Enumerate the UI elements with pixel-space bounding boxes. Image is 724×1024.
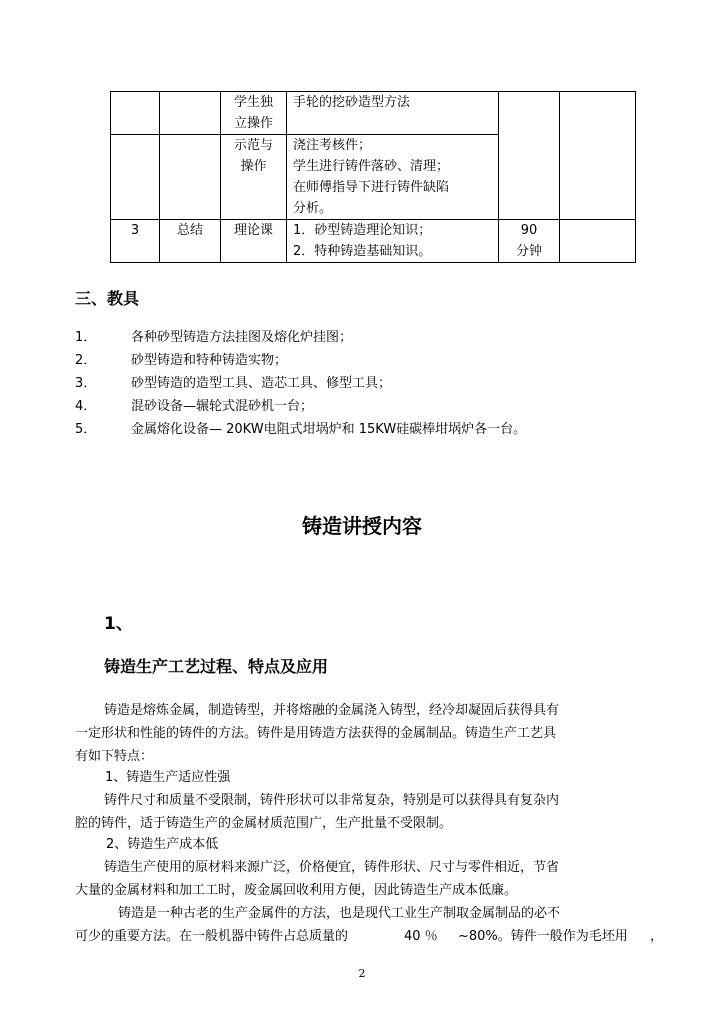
content-line: 学生进行铸件落砂、清理； bbox=[293, 159, 450, 174]
subheading: 2、铸造生产成本低 bbox=[106, 837, 219, 852]
table-cell-method bbox=[221, 92, 287, 135]
table-cell-no bbox=[111, 92, 160, 135]
table-cell-content bbox=[287, 135, 499, 220]
paragraph-line: 铸造是一种古老的生产金属件的方法，也是现代工业生产制取金属制品的必不 bbox=[118, 906, 561, 921]
section-heading: 三、教具 bbox=[75, 289, 140, 308]
paragraph-line: 大量的金属材料和加工工时，废金属回收利用方便，因此铸造生产成本低廉。 bbox=[75, 883, 518, 898]
chapter-title: 铸造生产工艺过程、特点及应用 bbox=[104, 657, 329, 676]
content-line: 手轮的挖砂造型方法 bbox=[293, 95, 411, 110]
table-cell-notes bbox=[560, 220, 636, 263]
table-cell-content bbox=[287, 92, 499, 135]
hours-unit: 分钟 bbox=[515, 244, 542, 259]
lesson-plan-table bbox=[110, 91, 636, 263]
table-cell-stage bbox=[160, 92, 221, 135]
table-row bbox=[111, 92, 636, 135]
method-line: 理论课 bbox=[233, 223, 273, 238]
content-line: 分析。 bbox=[293, 201, 333, 216]
hours-value: 90 bbox=[520, 223, 538, 238]
table-cell-stage bbox=[160, 135, 221, 220]
row-number: 3 bbox=[130, 223, 140, 238]
content-line: 2．特种铸造基础知识。 bbox=[293, 244, 432, 259]
list-item: 各种砂型铸造方法挂图及熔化炉挂图； bbox=[131, 330, 353, 345]
paragraph-line: 一定形状和性能的铸件的方法。铸件是用铸造方法获得的金属制品。铸造生产工艺具 bbox=[75, 726, 557, 741]
table-cell-stage bbox=[160, 220, 221, 263]
page-title: 铸造讲授内容 bbox=[302, 514, 422, 538]
table-cell-no bbox=[111, 135, 160, 220]
method-line: 示范与 bbox=[233, 138, 273, 153]
paragraph-line: 可少的重要方法。在一般机器中铸件占总质量的 bbox=[75, 929, 349, 944]
chapter-number: 1、 bbox=[104, 614, 133, 634]
list-item: 混砂设备—辗轮式混砂机一台； bbox=[131, 399, 314, 414]
list-item: 砂型铸造的造型工具、造芯工具、修型工具； bbox=[131, 376, 392, 391]
content-line: 浇注考核件； bbox=[293, 138, 372, 153]
page-number: 2 bbox=[358, 967, 366, 980]
paragraph-line: 铸造是熔炼金属，制造铸型，并将熔融的金属浇入铸型，经冷却凝固后获得具有 bbox=[104, 703, 560, 718]
method-line: 操作 bbox=[240, 159, 267, 174]
paragraph-line: ~80%。铸件一般作为毛坯用 bbox=[458, 929, 628, 944]
paragraph-line: ， bbox=[650, 929, 664, 944]
method-line: 立操作 bbox=[233, 116, 273, 131]
table-cell-no bbox=[111, 220, 160, 263]
content-line: 在师傅指导下进行铸件缺陷 bbox=[293, 180, 450, 195]
subheading: 1、铸造生产适应性强 bbox=[105, 770, 231, 785]
paragraph-line: 铸造生产使用的原材料来源广泛，价格便宜，铸件形状、尺寸与零件相近，节省 bbox=[104, 860, 560, 875]
list-item-number: 2． bbox=[75, 353, 97, 368]
content-line: 1．砂型铸造理论知识； bbox=[293, 223, 432, 238]
list-item-number: 5． bbox=[75, 422, 97, 437]
percentage-value: 40 ％ bbox=[404, 929, 438, 944]
table-cell-hours bbox=[499, 220, 560, 263]
paragraph-line: 有如下特点： bbox=[75, 749, 154, 764]
list-item: 金属熔化设备— 20KW电阻式坩埚炉和 15KW硅碳棒坩埚炉各一台。 bbox=[131, 422, 527, 437]
table-cell-notes bbox=[560, 92, 636, 220]
table-cell-hours bbox=[499, 92, 560, 220]
table-cell-method bbox=[221, 135, 287, 220]
paragraph-line: 腔的铸件，适于铸造生产的金属材质范围广，生产批量不受限制。 bbox=[75, 816, 453, 831]
list-item-number: 4． bbox=[75, 399, 97, 414]
table-row bbox=[111, 220, 636, 263]
paragraph-line: 铸件尺寸和质量不受限制，铸件形状可以非常复杂，特别是可以获得具有复杂内 bbox=[104, 793, 560, 808]
table-cell-content bbox=[287, 220, 499, 263]
stage-label: 总结 bbox=[176, 223, 203, 238]
method-line: 学生独 bbox=[233, 95, 273, 110]
list-item-number: 1． bbox=[75, 330, 97, 345]
table-cell-method bbox=[221, 220, 287, 263]
list-item-number: 3． bbox=[75, 376, 97, 391]
list-item: 砂型铸造和特种铸造实物； bbox=[131, 353, 288, 368]
